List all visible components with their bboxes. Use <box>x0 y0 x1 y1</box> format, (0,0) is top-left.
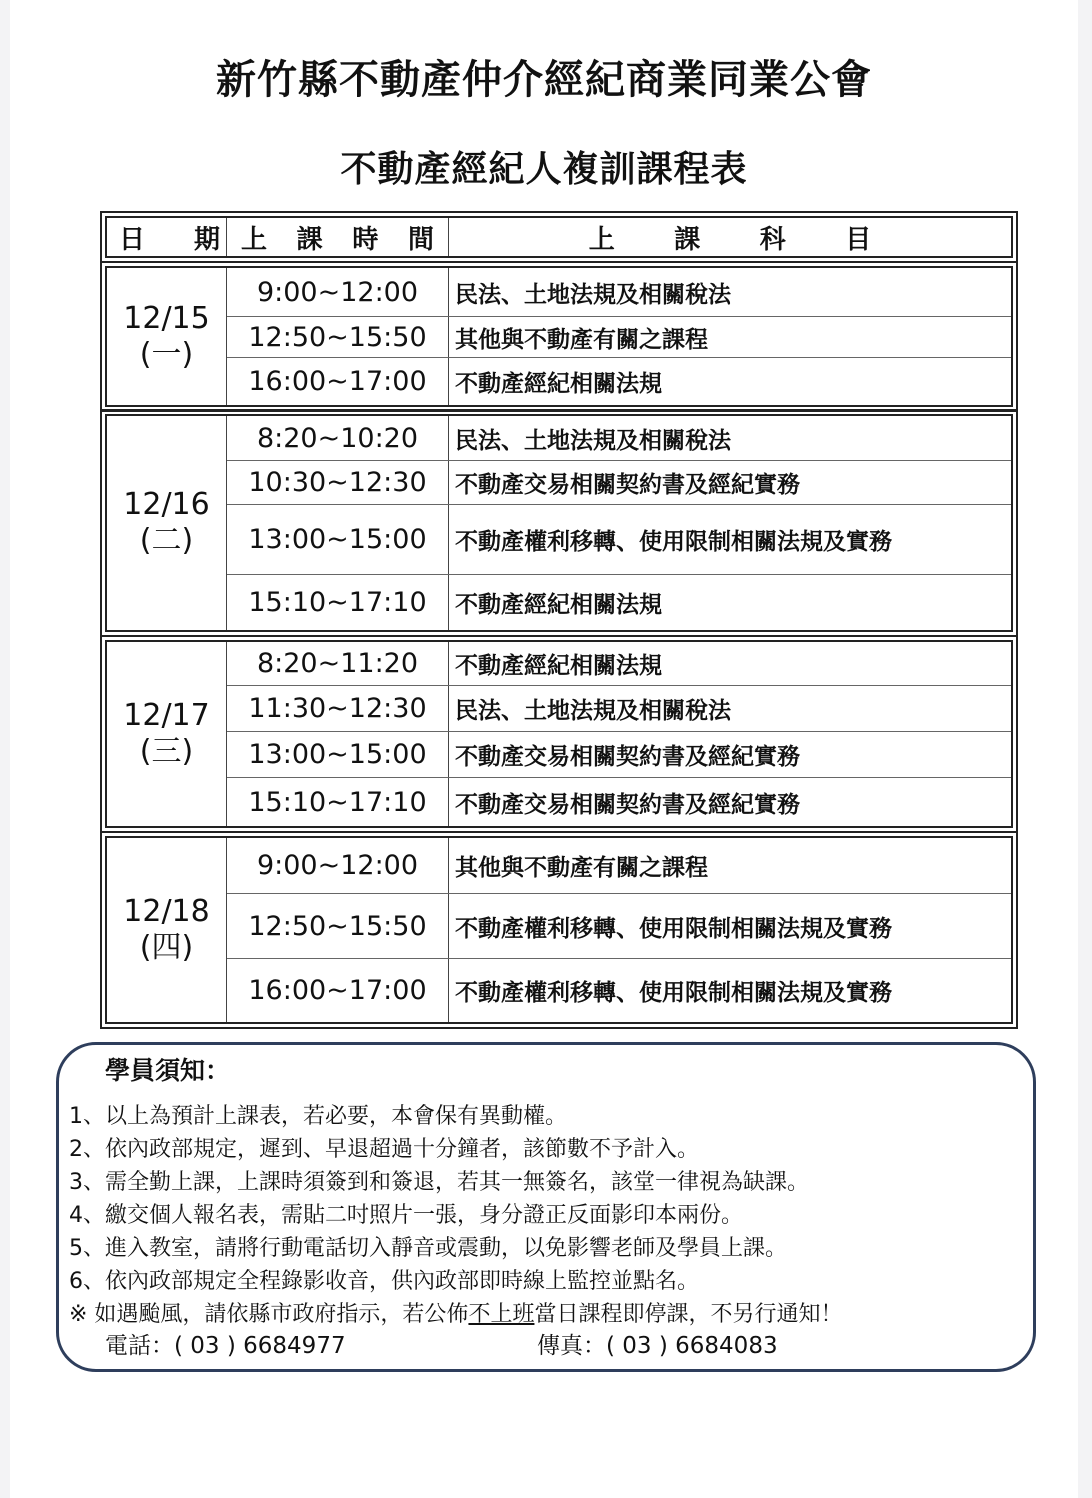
notice-item: 4、繳交個人報名表，需貼二吋照片一張，身分證正反面影印本兩份。 <box>69 1203 743 1228</box>
phone-number: 電話：( 03 ) 6684977 <box>105 1333 346 1359</box>
day-date: 12/15 (一) <box>107 268 227 405</box>
day-date: 12/16 (二) <box>107 416 227 630</box>
session-row: 11:30~12:30 民法、土地法規及相關稅法 <box>227 686 1011 732</box>
day-date: 12/17 (三) <box>107 642 227 826</box>
notice-item: 2、依內政部規定，遲到、早退超過十分鐘者，該節數不予計入。 <box>69 1137 699 1162</box>
header-subject: 上 課 科 目 <box>588 224 872 255</box>
session-row: 15:10~17:10 不動產交易相關契約書及經紀實務 <box>227 778 1011 826</box>
session-row: 13:00~15:00 不動產交易相關契約書及經紀實務 <box>227 732 1011 778</box>
notice-title: 學員須知： <box>105 1056 231 1085</box>
page <box>10 0 1078 1498</box>
notice-item: 1、以上為預計上課表，若必要，本會保有異動權。 <box>69 1104 567 1129</box>
day-block-4 <box>105 836 1013 1024</box>
notice-box <box>56 1042 1036 1372</box>
session-row: 9:00~12:00 民法、土地法規及相關稅法 <box>227 268 1011 317</box>
header-date: 日 期 <box>107 218 227 256</box>
session-row: 8:20~11:20 不動產經紀相關法規 <box>227 642 1011 686</box>
day-block-3 <box>105 640 1013 828</box>
association-title: 新竹縣不動產仲介經紀商業同業公會 <box>216 57 872 103</box>
day-block-1 <box>105 266 1013 407</box>
notice-item: 3、需全勤上課，上課時須簽到和簽退，若其一無簽名，該堂一律視為缺課。 <box>69 1170 809 1195</box>
day-date: 12/18 (四) <box>107 838 227 1022</box>
session-row: 9:00~12:00 其他與不動產有關之課程 <box>227 838 1011 894</box>
schedule-title: 不動產經紀人複訓課程表 <box>340 149 748 190</box>
session-row: 16:00~17:00 不動產經紀相關法規 <box>227 358 1011 405</box>
day-block-2 <box>105 414 1013 632</box>
fax-number: 傳真：( 03 ) 6684083 <box>537 1333 778 1359</box>
session-row: 16:00~17:00 不動產權利移轉、使用限制相關法規及實務 <box>227 959 1011 1022</box>
session-row: 15:10~17:10 不動產經紀相關法規 <box>227 575 1011 630</box>
notice-item: 5、進入教室，請將行動電話切入靜音或震動，以免影響老師及學員上課。 <box>69 1236 787 1261</box>
session-row: 13:00~15:00 不動產權利移轉、使用限制相關法規及實務 <box>227 505 1011 575</box>
session-row: 12:50~15:50 不動產權利移轉、使用限制相關法規及實務 <box>227 894 1011 959</box>
notice-item: 6、依內政部規定全程錄影收音，供內政部即時線上監控並點名。 <box>69 1269 699 1294</box>
typhoon-notice: ※ 如遇颱風，請依縣市政府指示，若公佈不上班當日課程即停課，不另行通知！ <box>69 1302 843 1327</box>
session-row: 12:50~15:50 其他與不動產有關之課程 <box>227 317 1011 358</box>
session-row: 10:30~12:30 不動產交易相關契約書及經紀實務 <box>227 461 1011 505</box>
session-row: 8:20~10:20 民法、土地法規及相關稅法 <box>227 416 1011 461</box>
header-time: 上 課 時 間 <box>227 218 449 256</box>
table-header <box>105 216 1013 258</box>
